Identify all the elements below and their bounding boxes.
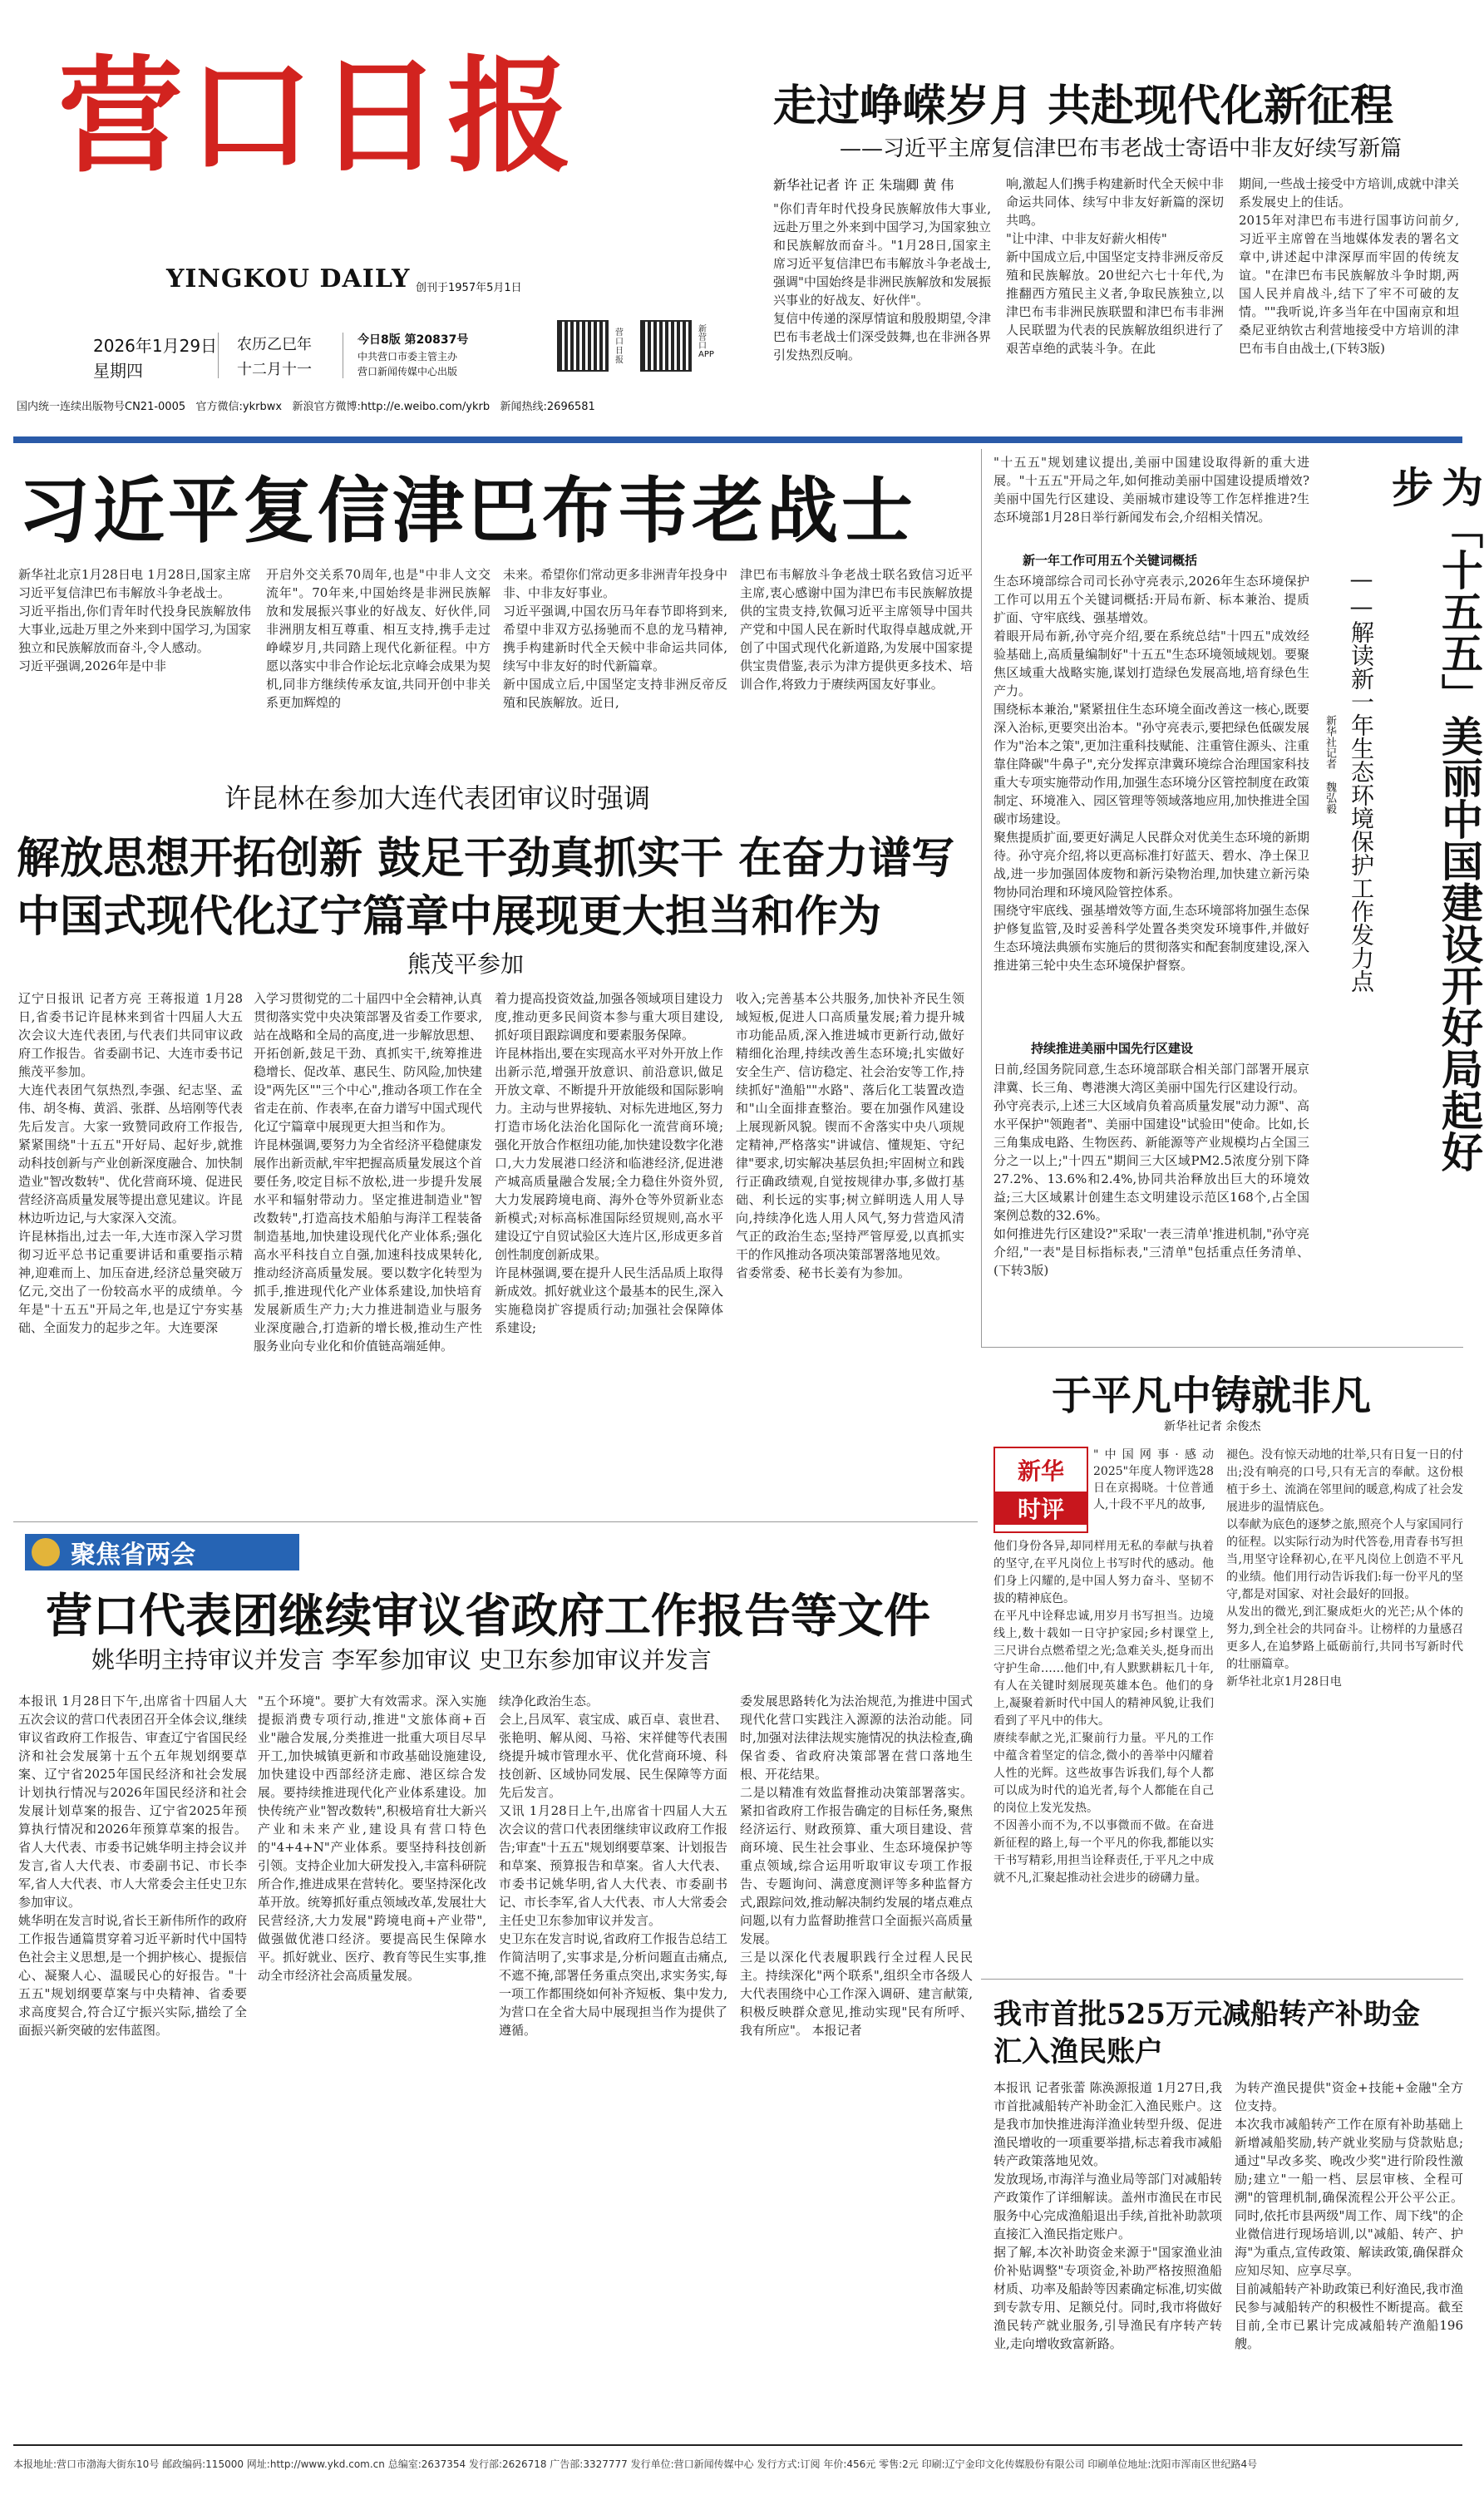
founded-date: 创刊于1957年5月1日 [416,282,522,294]
focus-banner-label: 聚焦省两会 [71,1541,196,1570]
fishery-col-2: 为转产渔民提供"资金+技能+金融"全方位支持。 本次我市减船转产工作在原有补助基础上新增减船奖励,转产就业奖励与贷款贴息;通过"早改多奖、晚改少奖"进行阶段性激励;建立"一船一档、层层审核、全程可溯"的管理机制,确保流程公开公平公正。同时,依托市县两级"周工作、周下线"的企业微信进行现场培训,以"减船、转产、护海"为重点,宣传政策、解读政策,确保群众应知尽知、应享尽享。 目前减船转产补助政策已利好渔民,我市渔民参与减船转产的积极性不断提高。截至目前,全市已累计完成减船转产渔船196艘。 [1235,2080,1463,2351]
focus-col-4: 委发展思路转化为法治规范,为推进中国式现代化营口实践注入源源的法治动能。同时,加强对法律法规实施情况的执法检查,确保省委、省政府决策部署在营口落地生根、开花结果。 二是以精准有效监督推动决策部署落实。紧扣省政府工作报告确定的目标任务,聚焦经济运行、财政预算、重大项目建设、营商环境、民生社会事业、生态环境保护等重点领域,综合运用听取审议专项工作报告、专题询问、满意度测评等多种监督方式,跟踪问效,推动解决制约发展的堵点难点问题,以有力监督助推营口全面振兴高质量发展。 三是以深化代表履职践行全过程人民民主。持续深化"两个联系",组织全市各级人大代表围绕中心工作深入调研、建言献策,积极反映群众意见,推动实现"民有所呼、我有所应"。 本报记者 [740,1694,973,2038]
qr-label-2: 新营口APP [698,325,714,359]
lead-col-1: 新华社北京1月28日电 1月28日,国家主席习近平复信津巴布韦解放斗争老战士。 习近平指出,你们青年时代投身民族解放伟大事业,远赴万里之外来到中国学习,为国家独立和民族解放而奋斗,令人感动。 习近平强调,2026年是中非 [18,567,251,673]
sponsor-2: 营口新闻传媒中心出版 [357,366,458,377]
wechat: 官方微信:ykrbwx [195,401,283,413]
commentary-right: 褪色。没有惊天动地的壮举,只有日复一日的付出;没有响亮的口号,只有无言的奉献。这份根植于乡土、流淌在邻里间的暖意,构成了社会发展进步的温情底色。 以奉献为底色的逐梦之旅,照亮个人与家国同行的征程。以实际行动为时代答卷,用青春书写担当,用坚守诠释初心,在平凡岗位上创造不平凡的业绩。他们用行动告诉我们:每一份平凡的坚守,都是对国家、对社会最好的回报。 从发出的微光,到汇聚成炬火的光芒;从个体的努力,到全社会的共同奋斗。让榜样的力量感召更多人,在追梦路上砥砺前行,共同书写新时代的壮丽篇章。 新华社北京1月28日电 [1226,1448,1463,1689]
qr-label-1: 营口日报 [615,328,624,365]
side-subtitle: ——解读新一年生态环境保护工作发力点 [1348,565,1375,993]
top-story-title: 走过峥嵘岁月 共赴现代化新征程 [773,81,1394,131]
fishery-title-2: 汇入渔民账户 [993,2035,1163,2068]
side-para-1: 生态环境部综合司司长孙守亮表示,2026年生态环境保护工作可以用五个关键词概括:开局布新、标本兼治、提质扩面、守牢底线、强基增效。 着眼开局布新,孙守亮介绍,要在系统总结"十四五"成效经验基础上,高质量编制好"十五五"生态环境领域规划。要聚焦区域重大战略实施,谋划打造绿色发展高地,培育绿色生产力。 围绕标本兼治,"紧紧扭住生态环境全面改善这一核心,既要深入治标,更要突出治本。"孙守亮表示,要把绿色低碳发展作为"治本之策",更加注重科技赋能、注重管住源头、注重靠住降碳"牛鼻子",充分发挥京津冀环境综合治理国家科技重大专项实施带动作用,加强生态环境分区管控制度在政策制定、环境准入、园区管理等领域落地应用,加快推进全国碳市场建设。 聚焦提质扩面,要更好满足人民群众对优美生态环境的新期待。孙守亮介绍,将以更高标准打好蓝天、碧水、净土保卫战,进一步加强固体废物和新污染物治理,加快建立新污染物协同治理和环境风险管控体系。 围绕守牢底线、强基增效等方面,生态环境部将加强生态保护修复监管,及时妥善科学处置各类突发环境事件,并做好生态环境法典颁布实施后的贯彻落实和配套制度建设,深入推进第三轮中央生态环境保护督察。 [993,574,1309,973]
meeting-col-1: 辽宁日报讯 记者方亮 王蒋报道 1月28日,省委书记许昆林来到省十四届人大五次会议大连代表团,与代表们共同审议政府工作报告。省委副书记、大连市委书记熊茂平参加。 大连代表团气氛热烈,李强、纪志坚、孟伟、胡冬梅、黄滔、张群、丛培刚等代表先后发言。大家一致赞同政府工作报告,紧紧围绕"十五五"开好局、起好步,就推动科技创新与产业创新深度融合、加快制造业"智改数转"、优化营商环境、促进民营经济高质量发展等提出意见建议。许昆林边听边记,与大家深入交流。 许昆林指出,过去一年,大连市深入学习贯彻习近平总书记重要讲话和重要指示精神,迎难而上、加压奋进,经济总量突破万亿元,交出了一份较高水平的成绩单。今年是"十五五"开局之年,也是辽宁夯实基础、全面发力的起步之年。大连要深 [18,991,244,1335]
side-byline: 新华社记者 魏弘毅 [1324,715,1336,814]
top-story-subtitle: ——习近平主席复信津巴布韦老战士寄语中非友好续写新篇 [840,136,1403,161]
commentary-title: 于平凡中铸就非凡 [1052,1373,1372,1419]
emblem-icon [32,1538,60,1566]
side-title: 为「十五五」美丽中国建设开好局起好步 [1385,466,1484,1172]
masthead-logo: 营口日报 [58,43,578,190]
meeting-sub: 熊茂平参加 [407,950,525,978]
meeting-title-1: 解放思想开拓创新 鼓足干劲真抓实干 在奋力谱写 [17,833,955,884]
masthead-divider [13,436,1462,443]
side-heading-2: 持续推进美丽中国先行区建设 [1031,1041,1194,1056]
qr-code-icon [557,320,609,372]
commentary-lead: "中国网事·感动2025"年度人物评选28日在京揭晓。十位普通人,十段不平凡的故事, [1093,1448,1214,1511]
edition-info: 今日8版 第20837号 [357,333,469,347]
xinhua-commentary-logo [993,1447,1088,1533]
top-story-col-1: "你们青年时代投身民族解放伟大事业,远赴万里之外来到中国学习,为国家独立和民族解放而奋斗。"1月28日,国家主席习近平复信津巴布韦解放斗争老战士,强调"中国始终是非洲民族解放和发展振兴事业的好战友、好伙伴"。 复信中传递的深厚情谊和殷殷期望,令津巴布韦老战士们深受鼓舞,也在非洲各界引发热烈反响。 [773,201,991,362]
focus-sub: 姚华明主持审议并发言 李军参加审议 史卫东参加审议并发言 [91,1646,712,1674]
top-story-col-2: 响,激起人们携手构建新时代全天候中非命运共同体、续写中非友好新篇的深切共鸣。 "让中津、中非友好薪火相传" 新中国成立后,中国坚定支持非洲反帝反殖和民族解放。20世纪六七十年代,为推翻西方殖民主义者,争取民族独立,以津巴布韦非洲民族联盟和津巴布韦非洲人民联盟为代表的民族解放组织进行了艰苦卓绝的武装斗争。在此 [1006,176,1224,356]
weibo: 新浪官方微博:http://e.weibo.com/ykrb [292,401,491,413]
commentary-body: 他们身份各异,却同样用无私的奉献与执着的坚守,在平凡岗位上书写时代的感动。他们身上闪耀的,是中国人努力奋斗、坚韧不拔的精神底色。 在平凡中诠释忠诚,用岁月书写担当。边境线上,数十载如一日守护家园;乡村课堂上,三尺讲台点燃希望之光;急难关头,挺身而出守护生命……他们中,有人默默耕耘几十年,有人在关键时刻展现英雄本色。他们的身上,凝聚着新时代中国人的精神风貌,让我们看到了平凡中的伟大。 赓续奉献之光,汇聚前行力量。平凡的工作中蕴含着坚定的信念,微小的善举中闪耀着人性的光辉。这些故事告诉我们,每个人都可以成为时代的追光者,每个人都能在自己的岗位上发光发热。 不因善小而不为,不以事微而不做。在奋进新征程的路上,每一个平凡的你我,都能以实干书写精彩,用担当诠释责任,于平凡之中成就不凡,汇聚起推动社会进步的磅礴力量。 [993,1540,1214,1885]
side-intro: "十五五"规划建议提出,美丽中国建设取得新的重大进展。"十五五"开局之年,如何推动美丽中国建设提质增效?美丽中国先行区建设、美丽城市建设等工作怎样推进?生态环境部1月28日举行新闻发布会,介绍相关情况。 [993,455,1309,525]
focus-banner [25,1534,299,1570]
meeting-col-2: 入学习贯彻党的二十届四中全会精神,认真贯彻落实党中央决策部署及省委工作要求,站在战略和全局的高度,进一步解放思想、开拓创新,鼓足干劲、真抓实干,统筹推进稳增长、促改革、惠民生、防风险,加快建设"两先区""三个中心",推动各项工作在全省走在前、作表率,在奋力谱写中国式现代化辽宁篇章中展现更大担当和作为。 许昆林强调,要努力为全省经济平稳健康发展作出新贡献,牢牢把握高质量发展这个首要任务,咬定目标不放松,进一步提升发展水平和辐射带动力。坚定推进制造业"智改数转",打造高技术船舶与海洋工程装备制造基地,加快建设现代化产业体系;强化高水平科技自立自强,加速科技成果转化,推动经济高质量发展。要以数字化转型为抓手,推进现代化产业体系建设,加快培育发展新质生产力;大力推进制造业与服务业深度融合,打造新的增长极,推动生产性服务业向专业化和价值链高端延伸。 [254,991,482,1354]
side-para-2: 日前,经国务院同意,生态环境部联合相关部门部署开展京津冀、长三角、粤港澳大湾区美丽中国先行区建设行动。 孙守亮表示,上述三大区域肩负着高质量发展"动力源"、高水平保护"领跑者"、美丽中国建设"试验田"使命。比如,长三角集成电路、生物医药、新能源等产业规模均占全国三分之一以上;"十四五"期间三大区域PM2.5浓度分别下降27.2%、13.6%和2.4%,协同共治释放出巨大的环境效益;三大区域累计创建生态文明建设示范区168个,占全国案例总数的32.6%。 如何推进先行区建设?"采取'一表三清单'推进机制,"孙守亮介绍,"一表"是目标指标表,"三清单"包括重点任务清单、(下转3版) [993,1062,1309,1278]
lead-col-2: 开启外交关系70周年,也是"中非人文交流年"。70年来,中国始终是非洲民族解放和发展振兴事业的好战友、好伙伴,同非洲朋友相互尊重、相互支持,携手走过峥嵘岁月,共同踏上现代化新征程。中方愿以落实中非合作论坛北京峰会成果为契机,同非方继续传承友谊,共同开创中非关系更加辉煌的 [266,567,491,710]
top-story-byline: 新华社记者 许 正 朱瑞卿 黄 伟 [773,177,954,193]
commentary-byline: 新华社记者 余俊杰 [1164,1420,1261,1433]
issue-weekday: 星期四 [93,361,143,381]
issn: 国内统一连续出版物号CN21-0005 [17,401,186,413]
sponsor-1: 中共营口市委主管主办 [357,351,458,362]
meeting-col-4: 收入;完善基本公共服务,加快补齐民生领域短板,促进人口高质量发展;着力提升城市功能品质,深入推进城市更新行动,做好精细化治理,持续改善生态环境;扎实做好安全生产、信访稳定、社会治安等工作,持续抓好"渔船""水路"、落后化工装置改造和"山全面排查整治。要在加强作风建设上展现新风貌。锲而不舍落实中央八项规定精神,严格落实"讲诚信、懂规矩、守纪律"要求,切实解决基层负担;牢固树立和践行正确政绩观,自觉按规律办事,多做打基础、利长远的实事;树立鲜明选人用人导向,持续净化选人用人风气,努力营造风清气正的政治生态;坚持严管厚爱,以真抓实干的作风推动各项决策部署落地见效。 省委常委、秘书长姜有为参加。 [736,991,964,1280]
fishery-title-1: 我市首批525万元减船转产补助金 [993,1998,1420,2031]
logo-top: 新华 [1017,1457,1064,1485]
lead-col-3: 未来。希望你们常动更多非洲青年投身中非、中非友好事业。 习近平强调,中国农历马年春节即将到来,希望中非双方弘扬驰而不息的龙马精神,携手构建新时代全天候中非命运共同体,续写中非友好的时代新篇章。 新中国成立后,中国坚定支持非洲反帝反殖和民族解放。近日, [503,567,728,710]
meeting-title-2: 中国式现代化辽宁篇章中展现更大担当和作为 [17,891,882,942]
lead-title: 习近平复信津巴布韦老战士 [18,469,916,553]
focus-title: 营口代表团继续审议省政府工作报告等文件 [46,1589,930,1644]
fishery-col-1: 本报讯 记者张蕾 陈涣源报道 1月27日,我市首批减船转产补助金汇入渔民账户。这是我市加快推进海洋渔业转型升级、促进渔民增收的一项重要举措,标志着我市减船转产政策落地见效。 发放现场,市海洋与渔业局等部门对减船转产政策作了详细解读。盖州市渔民在市民服务中心完成渔船退出手续,首批补助款项直接汇入渔民指定账户。 据了解,本次补助资金来源于"国家渔业油价补贴调整"专项资金,补助严格按照渔船材质、功率及船龄等因素确定标准,切实做到专款专用、足额兑付。同时,我市将做好渔民转产就业服务,引导渔民有序转产转业,走向增收致富新路。 [993,2080,1222,2351]
hotline: 新闻热线:2696581 [500,401,595,413]
top-story-col-3: 期间,一些战士接受中方培训,成就中津关系发展史上的佳话。 2015年对津巴布韦进行国事访问前夕,习近平主席曾在当地媒体发表的署名文章中,讲述起中津深厚而牢固的传统友谊。"在津巴布韦民族解放斗争时期,两国人民并肩战斗,结下了牢不可破的友情。""我听说,许多当年在中国南京和坦桑尼亚纳钦古利营地接受中方培训的津巴布韦自由战士,(下转3版) [1239,176,1459,356]
focus-col-1: 本报讯 1月28日下午,出席省十四届人大五次会议的营口代表团召开全体会议,继续审议省政府工作报告、审查辽宁省国民经济和社会发展第十五个五年规划纲要草案、辽宁省2025年国民经济和社会发展计划执行情况与2026年国民经济和社会发展计划草案的报告、辽宁省2025年预算执行情况和2026年预算草案的报告。省人大代表、市委书记姚华明主持会议并发言,省人大代表、市委副书记、市长李军,省人大代表、市人大常委会主任史卫东参加审议。 姚华明在发言时说,省长王新伟所作的政府工作报告通篇贯穿着习近平新时代中国特色社会主义思想,是一个拥护核心、提振信心、凝聚人心、温暖民心的好报告。"十五五"规划纲要草案与中央精神、省委要求高度契合,符合辽宁振兴实际,描绘了全面振兴新突破的宏伟蓝图。 [18,1694,247,2038]
meeting-kicker: 许昆林在参加大连代表团审议时强调 [224,782,651,814]
logo-bottom: 时评 [995,1492,1087,1525]
lunar-year: 农历乙巳年 [237,336,312,353]
lead-col-4: 津巴布韦解放斗争老战士联名致信习近平主席,衷心感谢中国为津巴布韦民族解放提供的宝贵支持,钦佩习近平主席领导中国共产党和中国人民在新时代取得卓越成就,开创了中国式现代化新道路,为发展中国家提供宝贵借鉴,表示为津方提供更多技术、培训合作,将致力于赓续两国友好事业。 [740,567,973,692]
focus-col-2: "五个环境"。要扩大有效需求。深入实施提振消费专项行动,推进"文旅体商+百业"融合发展,分类推进一批重大项目尽早开工,加快城镇更新和市政基础设施建设,加快建设中西部经济走廊、港区综合发展。要持续推进现代化产业体系建设。加快传统产业"智改数转",积极培育壮大新兴产业和未来产业,建设具有营口特色的"4+4+N"产业体系。要坚持科技创新引领。支持企业加大研发投入,丰富科研院所合作,推进成果在营转化。要坚持深化改革开放。统筹抓好重点领域改革,发展壮大民营经济,大力发展"跨境电商+产业带",做强做优港口经济。要提高民生保障水平。抓好就业、医疗、教育等民生实事,推动全市经济社会高质量发展。 [258,1694,486,1983]
info-line [17,397,765,413]
footer-info: 本报地址:营口市渤海大街东10号 邮政编码:115000 网址:http://www.ykd.com.cn 总编室:2637354 发行部:2626718 广告部:3327777 发行单位:营口新闻传媒中心 发行方式:订阅 年价:456元 零售:2元 印刷:辽宁金印文化传媒股份有限公司 印刷单位地址:沈阳市浑南区世纪路4号 [13,2458,1258,2470]
meeting-col-3: 着力提高投资效益,加强各领域项目建设力度,推动更多民间资本参与重大项目建设,抓好项目跟踪调度和要素服务保障。 许昆林指出,要在实现高水平对外开放上作出新示范,增强开放意识、前沿意识,做足开放文章、不断提升开放能级和国际影响力。主动与世界接轨、对标先进地区,努力打造市场化法治化国际化一流营商环境;强化开放合作枢纽功能,加快建设数字化港口,大力发展港口经济和临港经济,促进港产城高质量融合发展;全力稳住外资外贸,大力发展跨境电商、海外仓等外贸新业态新模式;对标高标准国际经贸规则,高水平建设辽宁自贸试验区大连片区,形成更多首创性制度创新成果。 许昆林强调,要在提升人民生活品质上取得新成效。抓好就业这个最基本的民生,深入实施稳岗扩容提质行动;加强社会保障体系建设; [495,991,723,1335]
issue-date: 2026年1月29日 [93,336,218,356]
focus-col-3: 续净化政治生态。 会上,吕凤军、袁宝成、戚百卓、袁世君、张艳明、解从阅、马裕、宋祥健等代表围绕提升城市管理水平、优化营商环境、科技创新、区域协同发展、民生保障等方面先后发言。 又讯 1月28日上午,出席省十四届人大五次会议的营口代表团继续审议政府工作报告;审查"十五五"规划纲要草案、计划报告和草案、预算报告和草案。省人大代表、市委书记姚华明,省人大代表、市委副书记、市长李军,省人大代表、市人大常委会主任史卫东参加审议并发言。 史卫东在发言时说,省政府工作报告总结工作简洁明了,实事求是,分析问题直击痛点,不遮不掩,部署任务重点突出,求实务实,每一项工作都围绕如何补齐短板、集中发力,为营口在全省大局中展现担当作为提供了遵循。 [499,1694,727,2038]
masthead-english: YINGKOU DAILY [166,264,411,293]
lunar-day: 十二月十一 [237,361,312,378]
qr-code-icon [640,320,692,372]
side-heading-1: 新一年工作可用五个关键词概括 [1023,553,1198,568]
